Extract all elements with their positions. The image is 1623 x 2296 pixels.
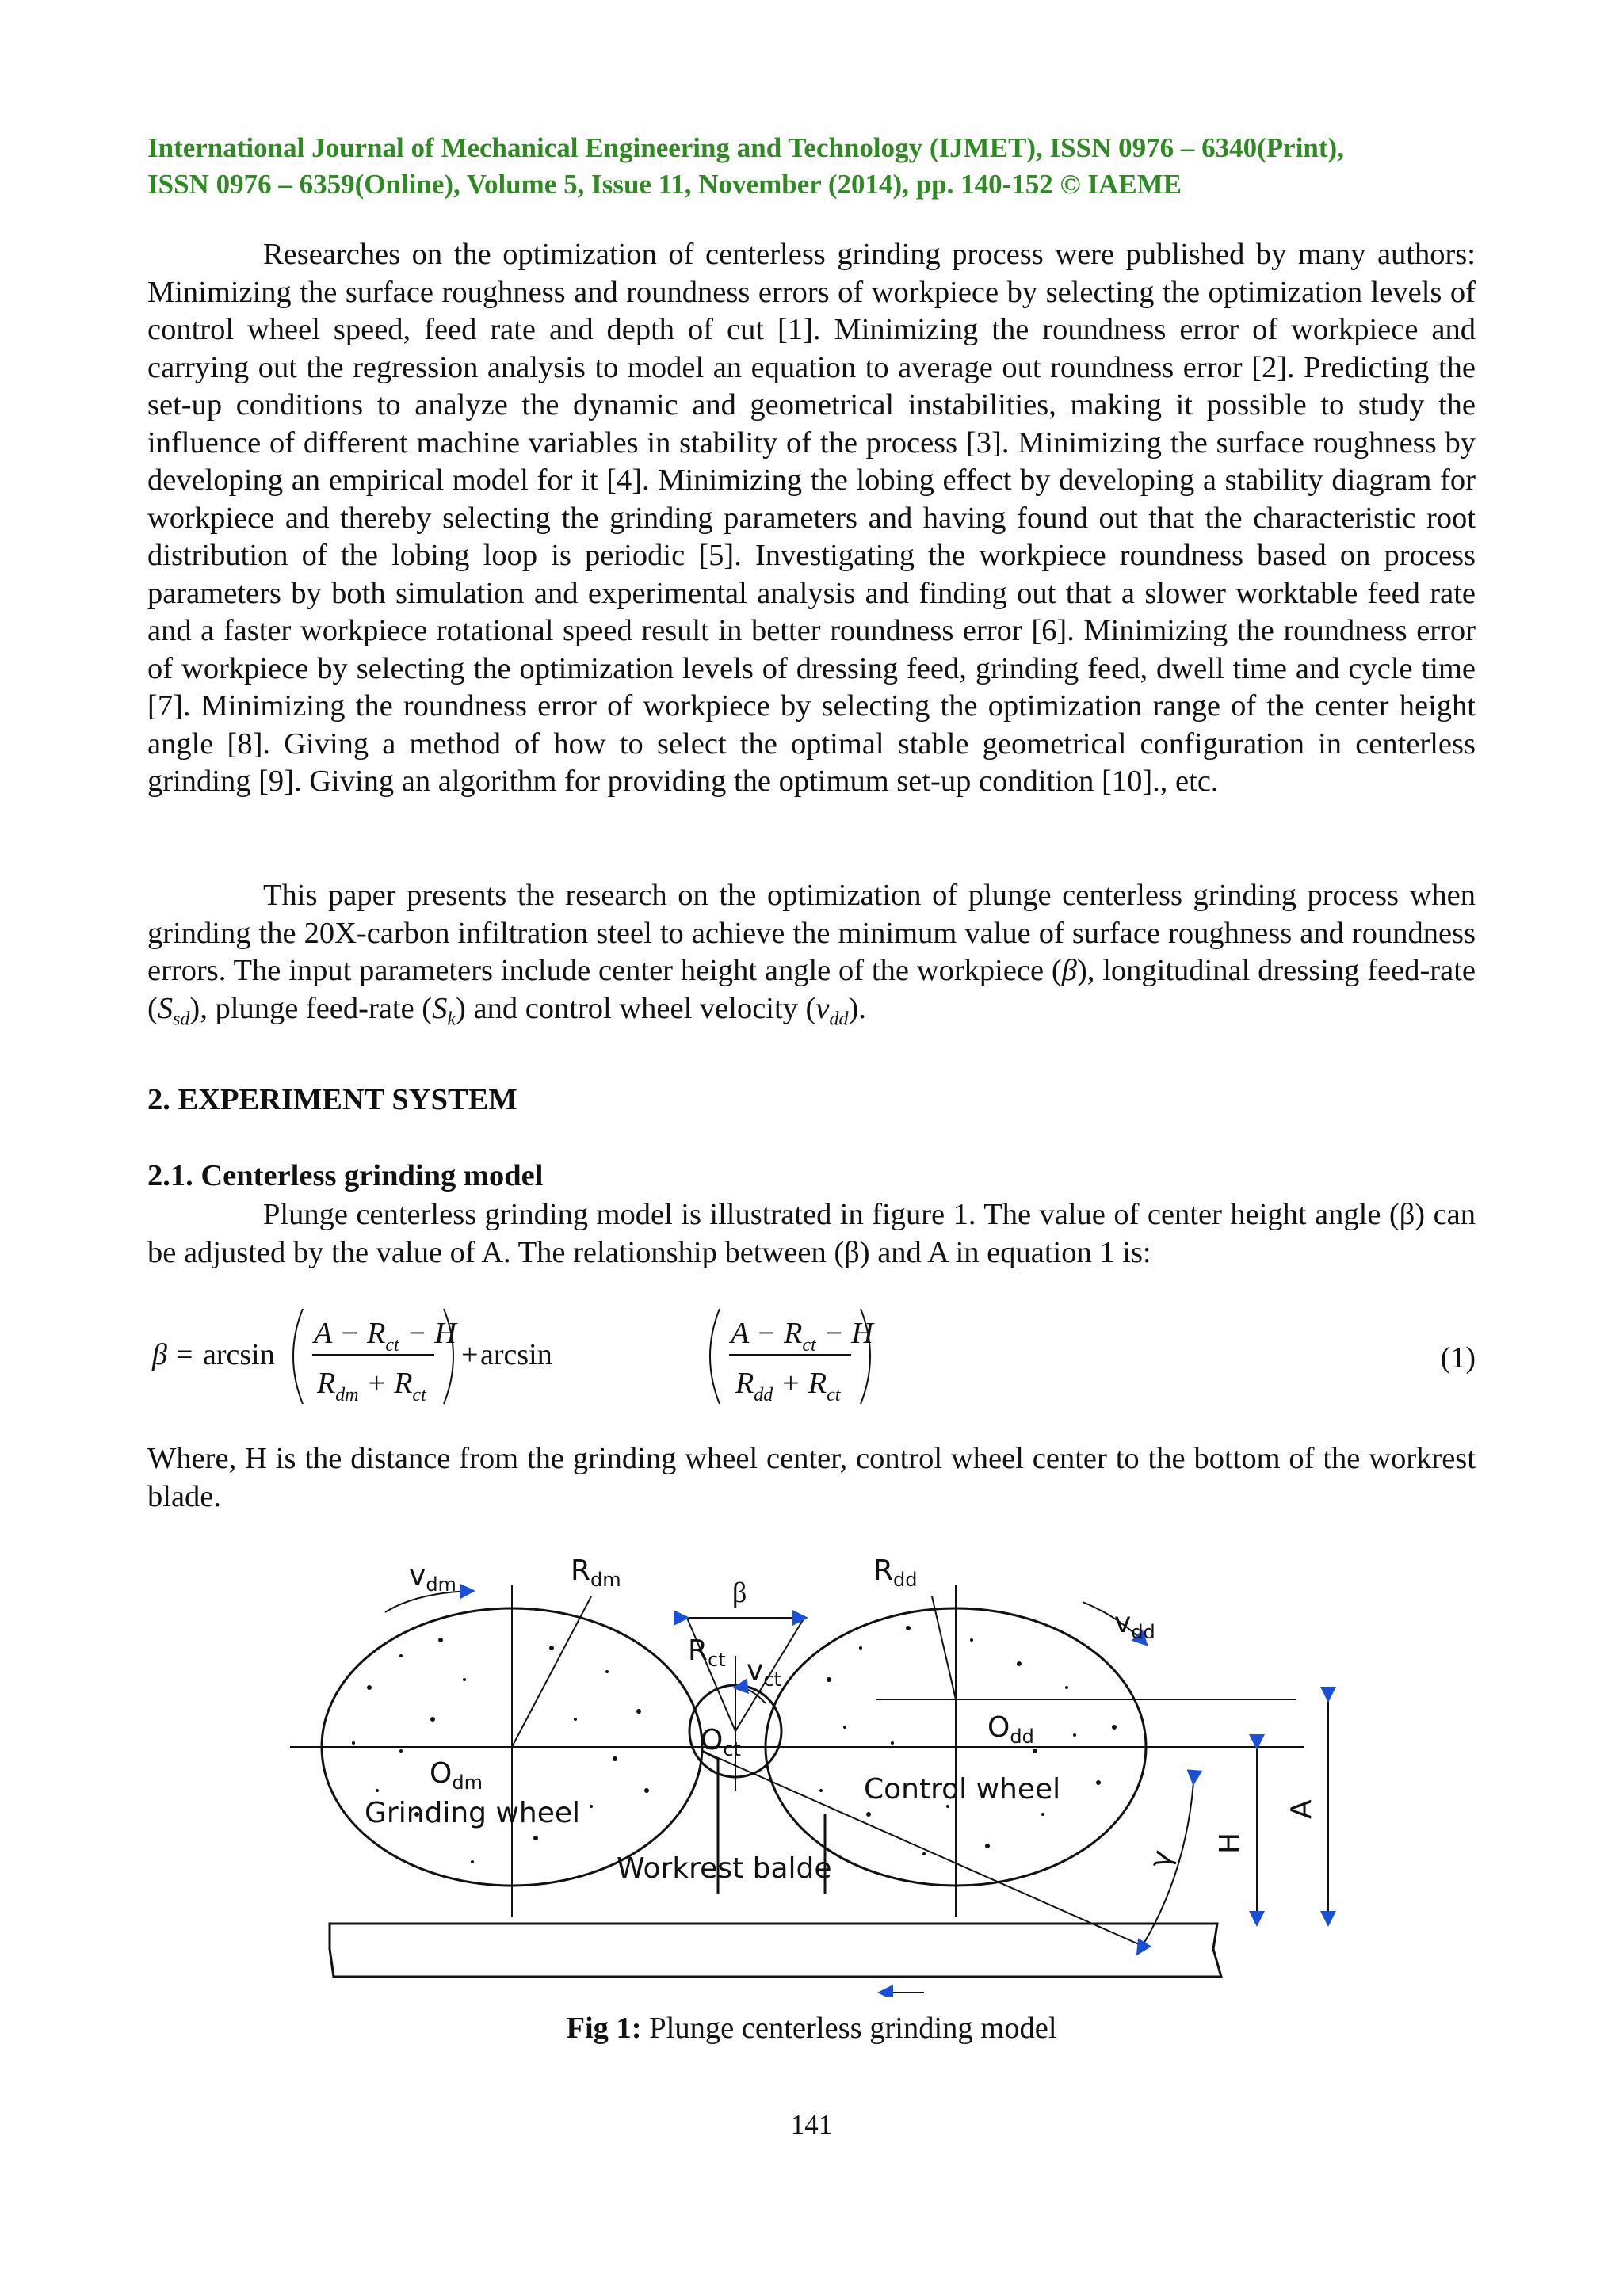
label-Rdd: $R_{dd}$ (873, 1554, 918, 1591)
symbol-S: S (432, 991, 448, 1025)
header-line-1: International Journal of Mechanical Engineering and Technology (IJMET), ISSN 0976 – 6340(Print), (147, 132, 1344, 163)
label-grinding-wheel: Grinding wheel (365, 1797, 581, 1829)
label-Rct: $R_{ct}$ (688, 1634, 726, 1671)
label-vdd: $v_{dd}$ (1114, 1607, 1155, 1643)
label-Oct: $O_{ct}$ (701, 1724, 741, 1760)
subscript: dd (829, 1009, 849, 1030)
section-heading-2-1: 2.1. Centerless grinding model (147, 1159, 544, 1192)
figure-caption (0, 2011, 1623, 2046)
text-run: This paper presents the research on the optimization of plunge centerless grinding process when grinding the 20X-carbon infiltration steel to achieve the minimum value of surface roughness and roundness errors. The input parameters include center height angle of the workpiece ( (147, 879, 1476, 987)
label-beta: β (732, 1577, 747, 1608)
label-gamma: γ (1144, 1847, 1180, 1872)
paragraph-paper-scope (147, 877, 1476, 1039)
equation-fn-1: arcsin (203, 1338, 275, 1371)
equation-plus: + (461, 1338, 479, 1371)
symbol-S: S (157, 991, 174, 1025)
machine-base (330, 1924, 1221, 1977)
paragraph-text (147, 877, 1476, 1039)
subscript: k (447, 1009, 456, 1030)
paragraph-literature-review (147, 236, 1476, 801)
equation-graphic (147, 1299, 940, 1410)
paren-left-1 (293, 1309, 303, 1404)
beta-symbol: β (1061, 954, 1077, 987)
denominator-2: $R_{dd} + R_{ct}$ (735, 1367, 841, 1405)
grinding-model-diagram (274, 1553, 1352, 1997)
subscript: sd (173, 1009, 190, 1030)
header-line-2: ISSN 0976 – 6359(Online), Volume 5, Issue 11, November (2014), pp. 140-152 © IAEME (147, 169, 1182, 200)
radius-rdd-line (932, 1596, 956, 1699)
numerator-1: $A - R_{ct} - H$ (314, 1317, 456, 1356)
symbol-v: v (815, 991, 830, 1025)
radius-rdm-line (512, 1596, 591, 1747)
paragraph-text: Plunge centerless grinding model is illustrated in figure 1. The value of center height angle (β) can be adjusted by the value of A. The relationship between (β) and A in equation 1 is: (147, 1198, 1476, 1269)
equation-fn-2: arcsin (480, 1338, 552, 1371)
label-Odd: $O_{dd}$ (987, 1711, 1034, 1748)
equation-1 (147, 1299, 1476, 1410)
equation-equals: = (176, 1338, 193, 1371)
label-vdm: $v_{dm}$ (409, 1559, 456, 1596)
label-H: H (1214, 1832, 1247, 1854)
section-heading-2: 2. EXPERIMENT SYSTEM (147, 1083, 517, 1116)
paragraph-model-intro (147, 1196, 1476, 1272)
journal-header (147, 130, 1476, 203)
caption-text: Plunge centerless grinding model (641, 2012, 1057, 2045)
paren-left-2 (710, 1309, 720, 1404)
label-A: A (1285, 1799, 1318, 1819)
caption-label: Fig 1: (566, 2012, 642, 2045)
numerator-2: $A - R_{ct} - H$ (731, 1317, 873, 1356)
figure-1 (274, 1553, 1352, 1997)
text-run: ), longitudinal dressing feed-rate ( (147, 954, 1476, 1025)
text-run: ), plunge feed-rate ( (189, 991, 433, 1025)
text-run: ). (848, 991, 866, 1025)
equation-number: (1) (1440, 1341, 1476, 1375)
label-control-wheel: Control wheel (864, 1773, 1061, 1806)
paragraph-text: Researches on the optimization of centerless grinding process were published by many authors: Minimizing the surface roughness and roundness errors of workpiece by selecting the optimization levels of control wheel speed, feed rate and depth of cut [1]. Minimizing the roundness error of workpiece and carrying out the regression analysis to model an equation to average out roundness error [2]. Predicting the set-up conditions to analyze the dynamic and geometrical instabilities, making it possible to study the influence of different machine variables in stability of the process [3]. Minimizing the surface roughness by developing an empirical model for it [4]. Minimizing the lobing effect by developing a stability diagram for workpiece and thereby selecting the grinding parameters and having found out that the characteristic root distribution of the lobing loop is periodic [5]. Investigating the workpiece roundness based on process parameters by both simulation and experimental analysis and finding out that a slower worktable feed rate and a faster workpiece rotational speed result in better roundness error [6]. Minimizing the roundness error of workpiece by selecting the optimization levels of dressing feed, grinding feed, dwell time and cycle time [7]. Minimizing the roundness error of workpiece by selecting the optimization range of the center height angle [8]. Giving a method of how to select the optimal stable geometrical configuration in centerless grinding [9]. Giving an algorithm for providing the optimum set-up condition [10]., etc. (147, 238, 1476, 798)
label-Rdm: $R_{dm}$ (571, 1554, 621, 1591)
text-run: ) and control wheel velocity ( (456, 991, 816, 1025)
label-vct: $v_{ct}$ (747, 1654, 781, 1691)
paragraph-where (147, 1440, 1476, 1516)
equation-lhs: β (152, 1338, 167, 1371)
label-workrest-blade: Workrest balde (617, 1852, 832, 1885)
paragraph-text: Where, H is the distance from the grinding wheel center, control wheel center to the bottom of the workrest blade. (147, 1442, 1476, 1513)
denominator-1: $R_{dm} + R_{ct}$ (317, 1367, 426, 1405)
page-number: 141 (790, 2109, 833, 2140)
label-Odm: $O_{dm}$ (430, 1757, 483, 1794)
